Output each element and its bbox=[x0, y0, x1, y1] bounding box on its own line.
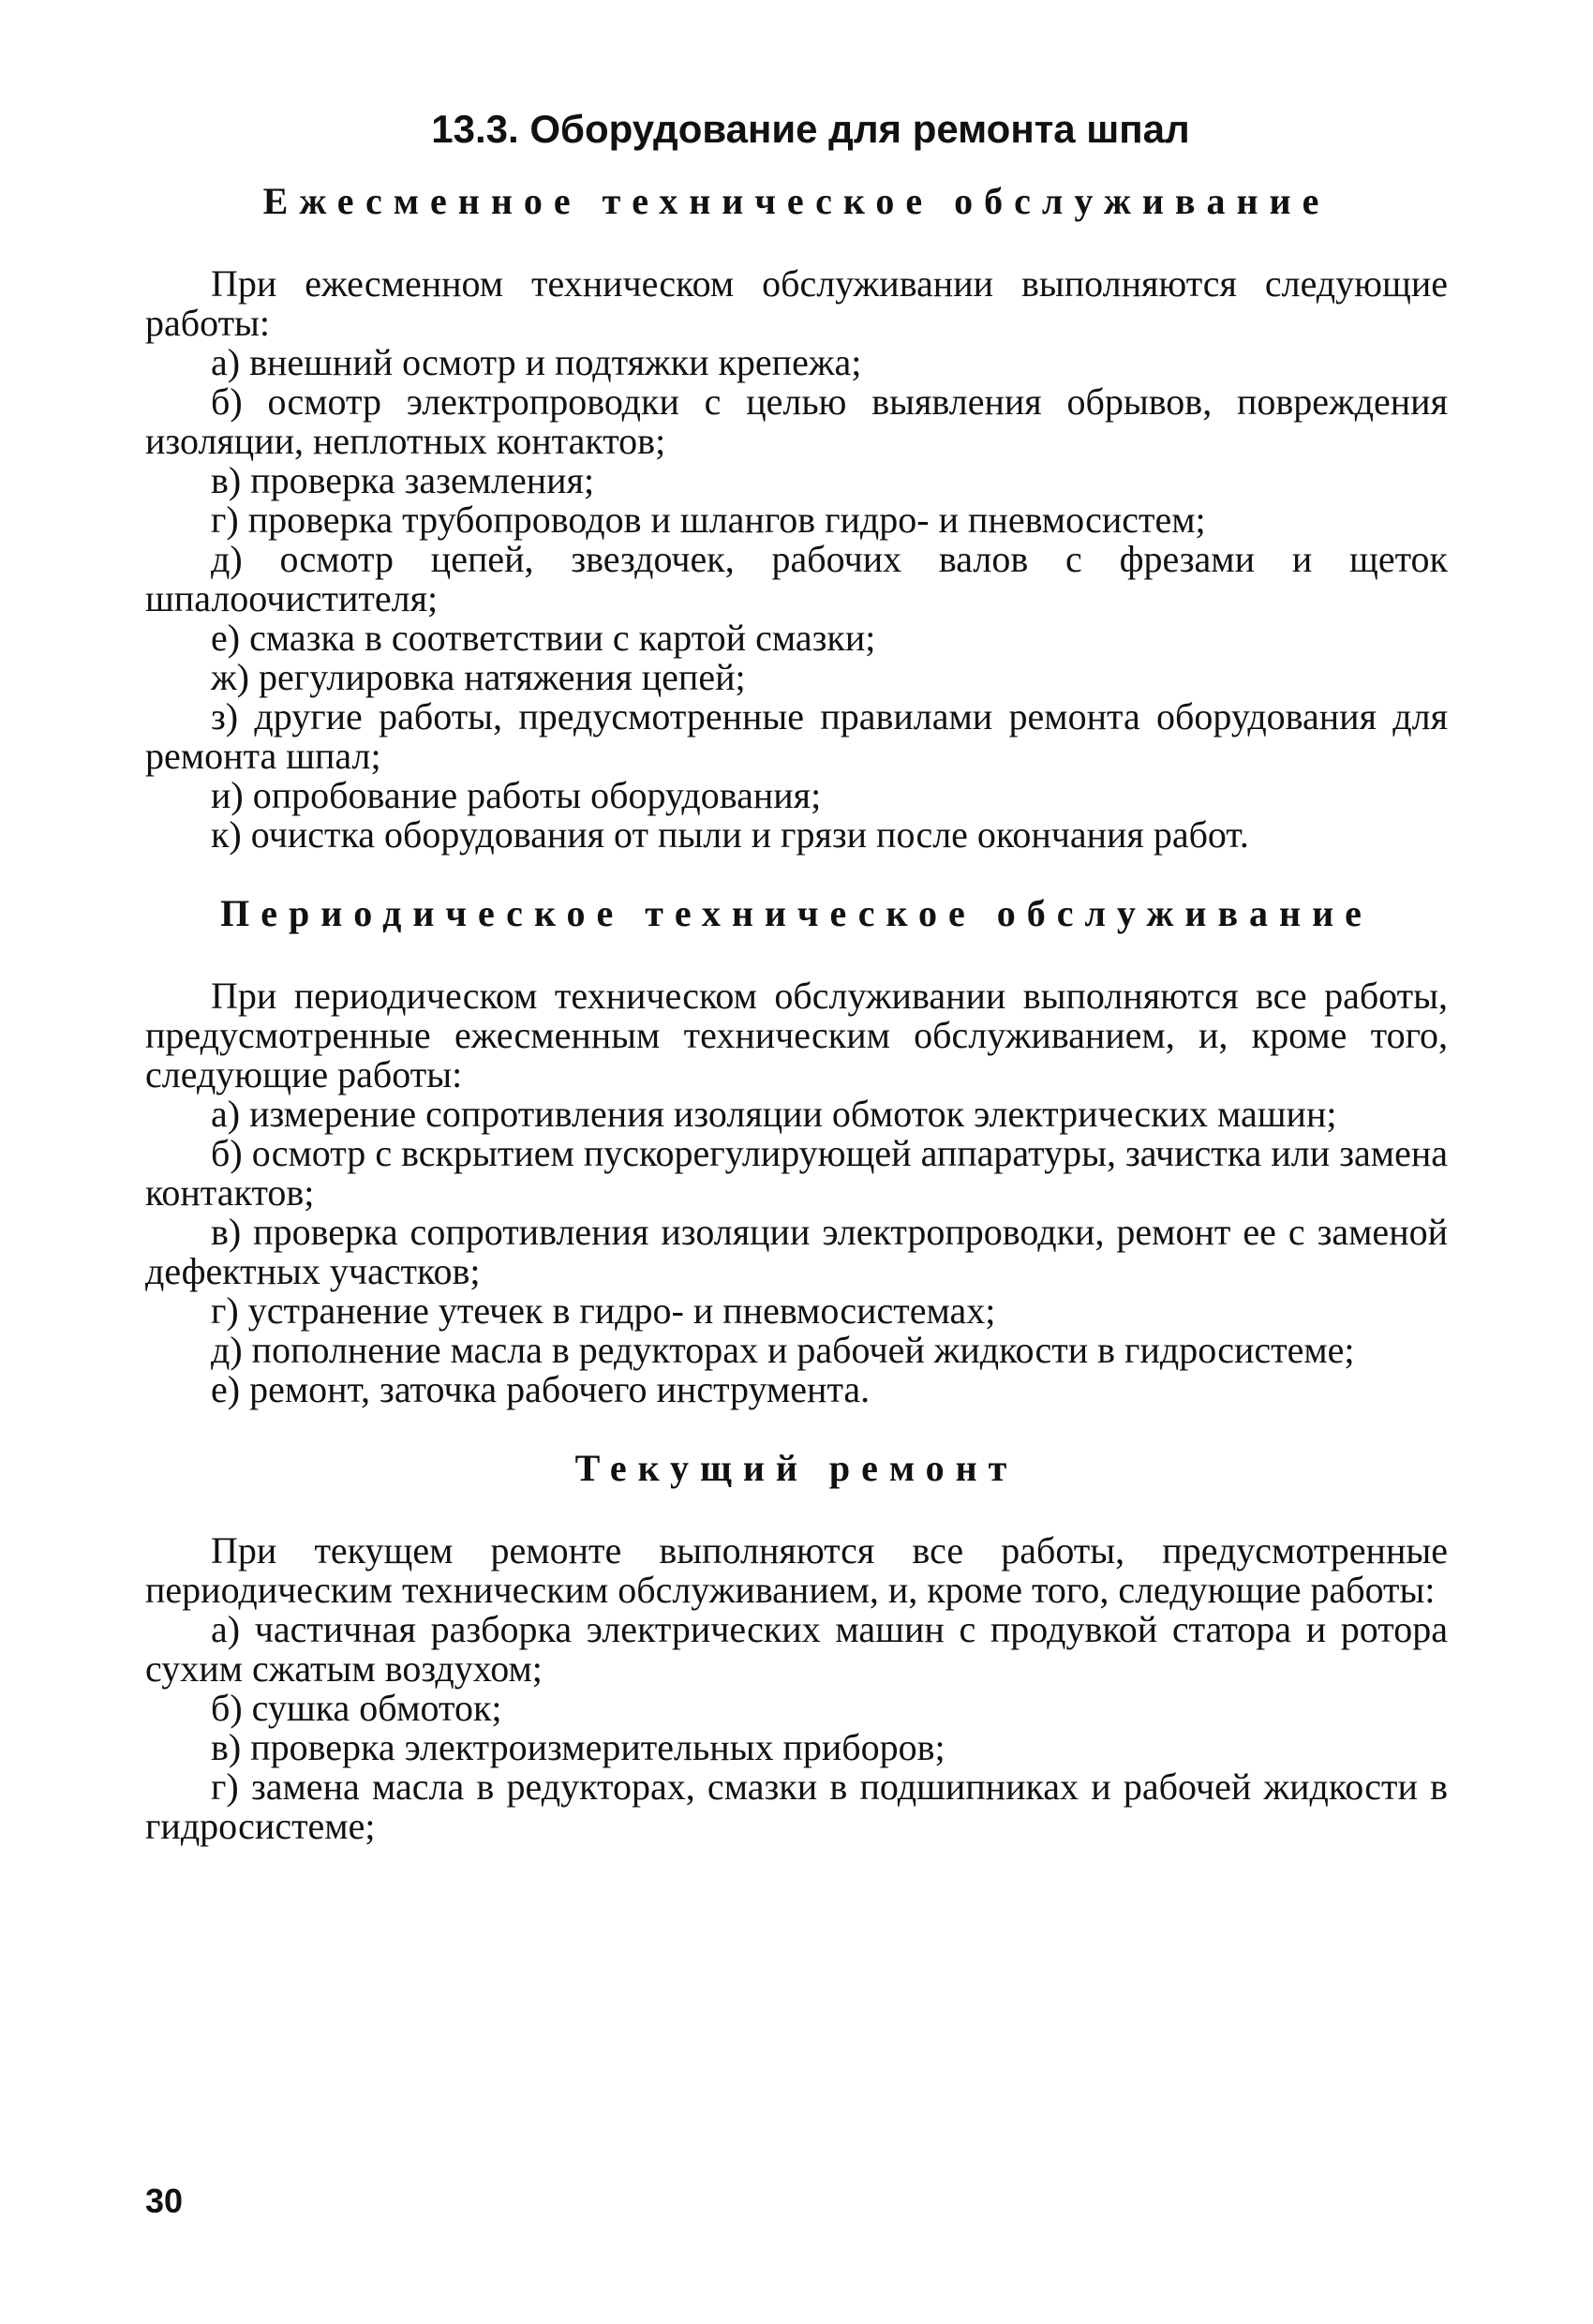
list-item: г) проверка трубопроводов и шлангов гидро- и пневмосистем; bbox=[211, 499, 1206, 541]
list-item: д) осмотр цепей, звездочек, рабочих валов с фрезами и щеток шпалоочистителя; bbox=[145, 538, 1448, 619]
section-intro: При ежесменном техническом обслуживании выполняются следующие работы: bbox=[145, 262, 1448, 344]
page-number: 30 bbox=[145, 2182, 184, 2220]
section-heading: Периодическое техническое обслуживание bbox=[220, 892, 1373, 934]
section-intro: При текущем ремонте выполняются все работы, предусмотренные периодическим техническим обслуживанием, и, кроме того, следующие работы: bbox=[145, 1529, 1448, 1611]
list-item: з) другие работы, предусмотренные правилами ремонта оборудования для ремонта шпал; bbox=[145, 695, 1448, 777]
section-current-repair bbox=[145, 1443, 1448, 1846]
list-item: б) осмотр с вскрытием пускорегулирующей аппаратуры, зачистка или замена контактов; bbox=[145, 1132, 1448, 1214]
list-item: б) осмотр электропроводки с целью выявления обрывов, повреждения изоляции, неплотных контактов; bbox=[145, 380, 1448, 462]
section-title: 13.3. Оборудование для ремонта шпал bbox=[431, 107, 1190, 151]
list-item: е) ремонт, заточка рабочего инструмента. bbox=[211, 1368, 871, 1410]
section-heading: Текущий ремонт bbox=[574, 1447, 1019, 1489]
section-intro: При периодическом техническом обслуживании выполняются все работы, предусмотренные ежесменным техническим обслуживанием, и, кроме того, следующие работы: bbox=[145, 975, 1448, 1095]
section-daily-maintenance bbox=[145, 176, 1448, 855]
list-item: а) внешний осмотр и подтяжки крепежа; bbox=[211, 341, 862, 383]
list-item: г) замена масла в редукторах, смазки в подшипниках и рабочей жидкости в гидросистеме; bbox=[145, 1765, 1448, 1847]
list-item: е) смазка в соответствии с картой смазки; bbox=[211, 617, 876, 659]
list-item: ж) регулировка натяжения цепей; bbox=[211, 656, 746, 698]
list-item: а) измерение сопротивления изоляции обмоток электрических машин; bbox=[211, 1093, 1337, 1135]
list-item: к) очистка оборудования от пыли и грязи после окончания работ. bbox=[211, 813, 1249, 856]
section-heading: Ежесменное техническое обслуживание bbox=[262, 180, 1331, 222]
list-item: б) сушка обмоток; bbox=[211, 1687, 502, 1729]
list-item: а) частичная разборка электрических машин с продувкой статора и ротора сухим сжатым воздухом; bbox=[145, 1608, 1448, 1690]
list-item: г) устранение утечек в гидро- и пневмосистемах; bbox=[211, 1289, 996, 1332]
page-content bbox=[145, 103, 1448, 1846]
list-item: в) проверка заземления; bbox=[211, 459, 595, 501]
list-item: в) проверка сопротивления изоляции электропроводки, ремонт ее с заменой дефектных участков; bbox=[145, 1211, 1448, 1292]
list-item: д) пополнение масла в редукторах и рабочей жидкости в гидросистеме; bbox=[211, 1329, 1355, 1371]
section-periodic-maintenance bbox=[145, 888, 1448, 1409]
list-item: в) проверка электроизмерительных приборов; bbox=[211, 1726, 945, 1768]
list-item: и) опробование работы оборудования; bbox=[211, 774, 822, 816]
